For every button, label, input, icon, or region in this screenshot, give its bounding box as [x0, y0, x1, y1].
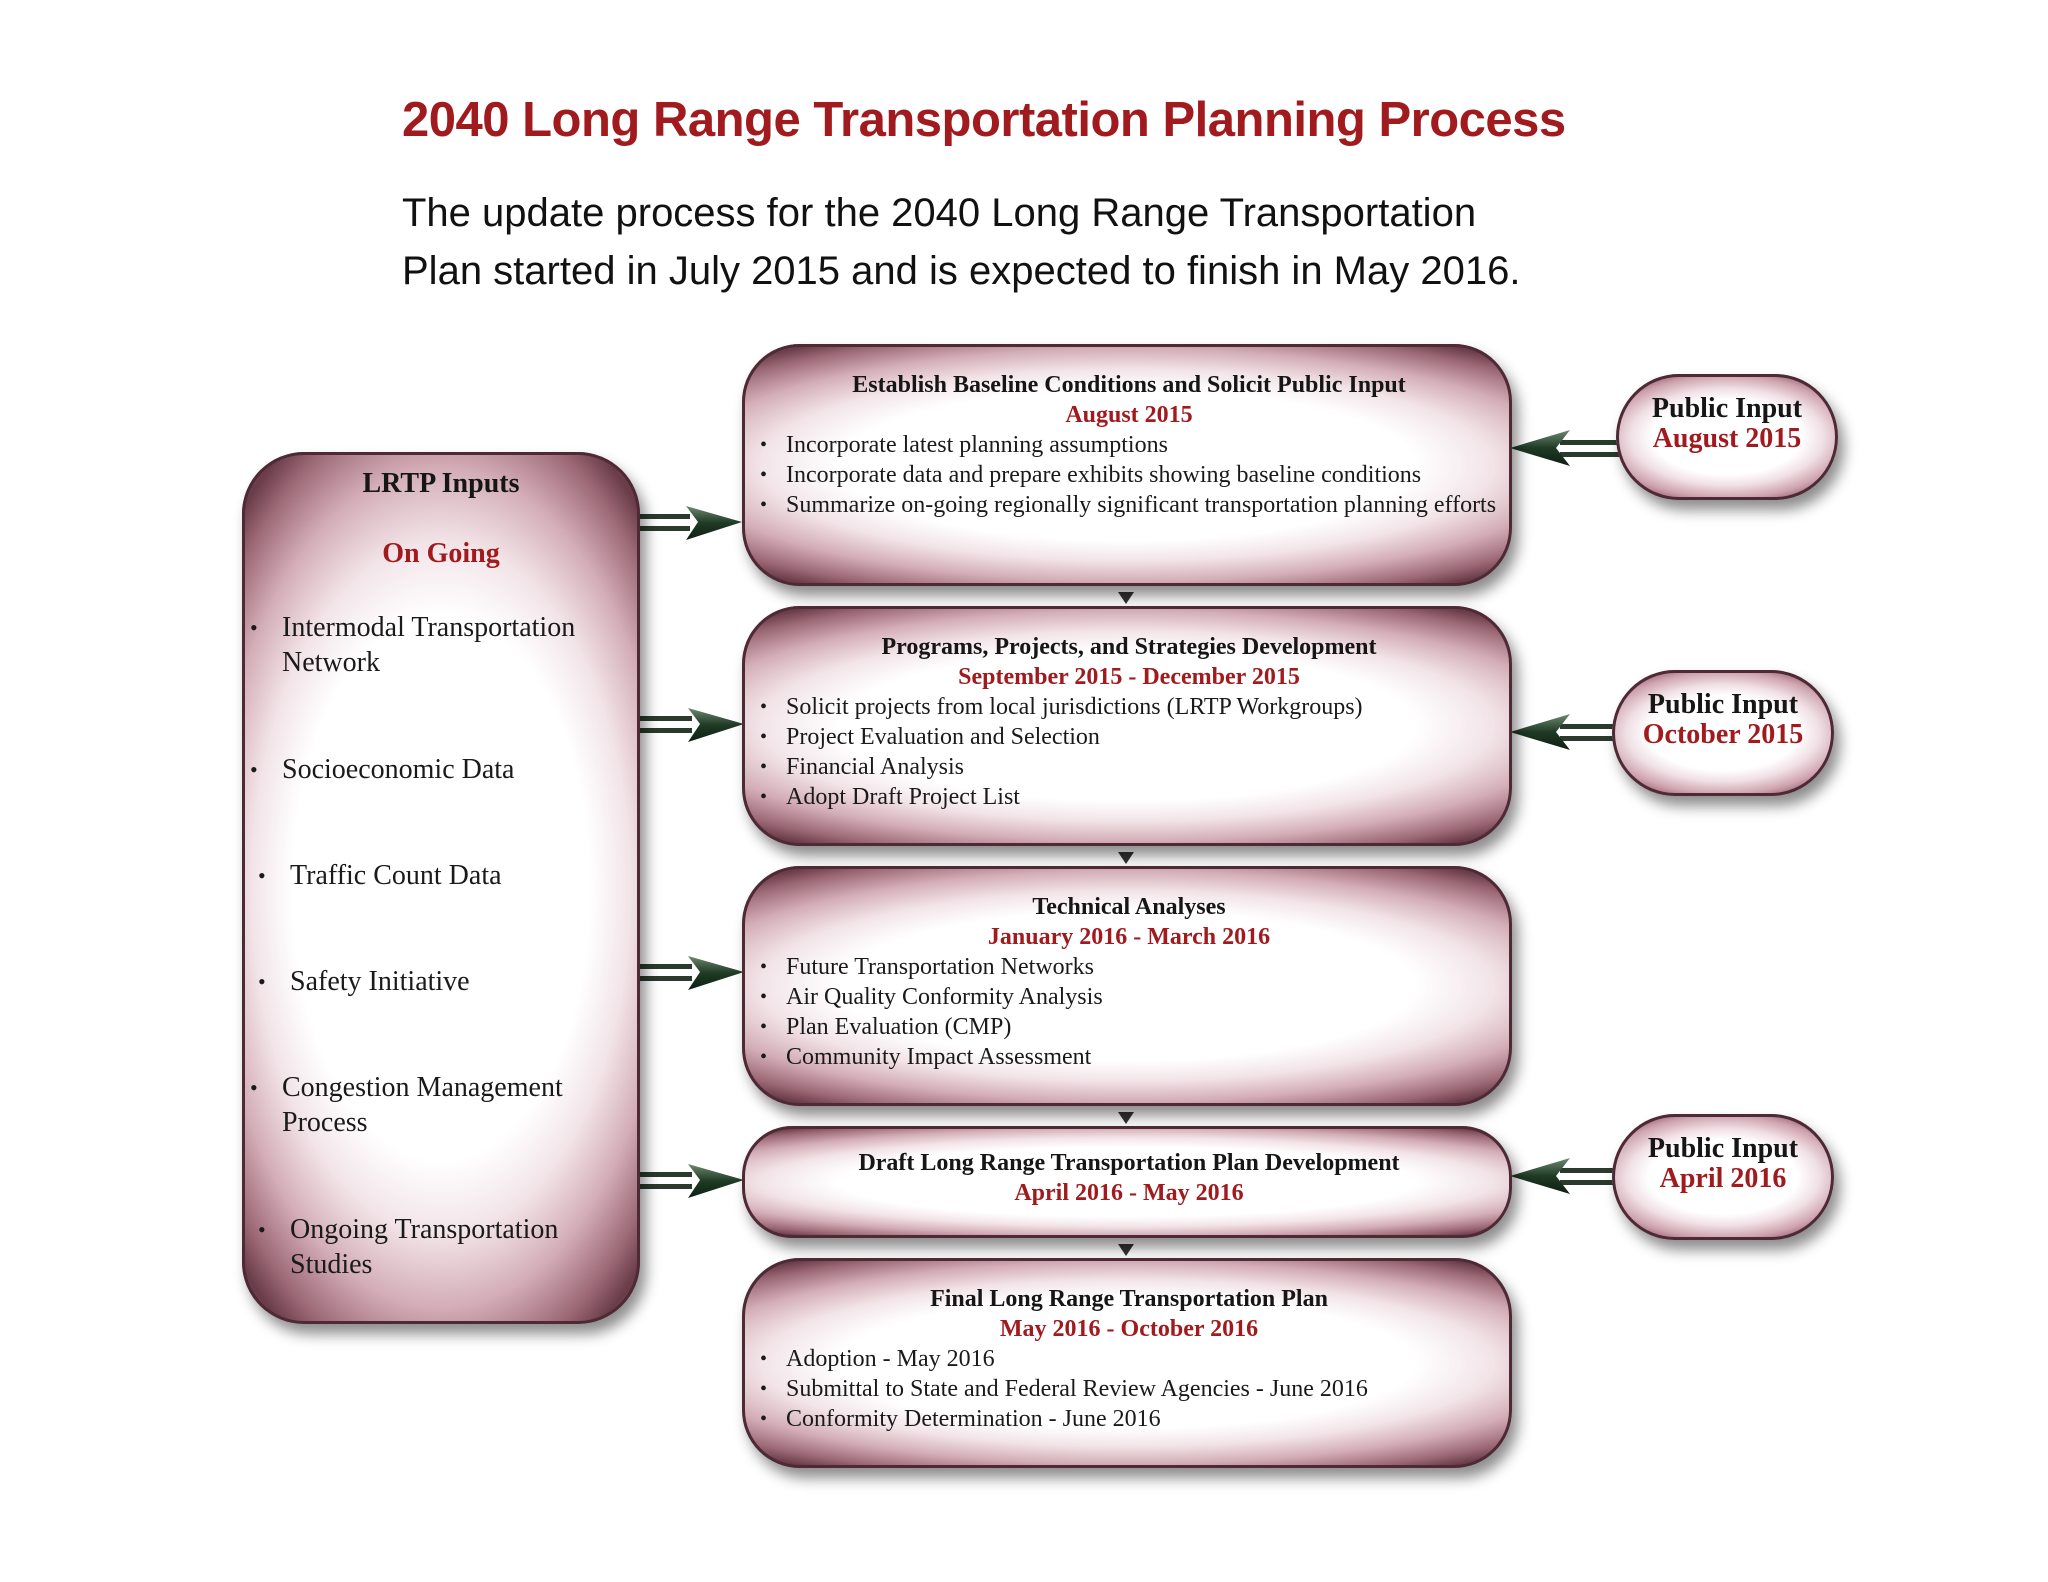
- step-bullets: [756, 430, 1502, 520]
- step-heading: Technical Analyses: [1032, 894, 1226, 920]
- page-title: 2040 Long Range Transportation Planning Process: [402, 93, 1566, 147]
- step-bullet: • Air Quality Conformity Analysis: [756, 982, 1502, 1012]
- lrtp-inputs-heading: LRTP Inputs: [362, 468, 520, 499]
- input-item: • Traffic Count Data: [290, 858, 630, 893]
- step-bullet: • Solicit projects from local jurisdictions (LRTP Workgroups): [756, 692, 1502, 722]
- arrow-inputs-to-step-1: [638, 506, 742, 540]
- public-input-date: April 2016: [1659, 1163, 1787, 1194]
- public-input-box-3: [1612, 1114, 1834, 1240]
- step-bullets: [756, 1344, 1502, 1434]
- step-bullet: • Financial Analysis: [756, 752, 1502, 782]
- arrow-public-input-3: [1510, 1158, 1620, 1194]
- down-arrow-1: [1118, 592, 1134, 604]
- step-bullet: • Submittal to State and Federal Review Agencies - June 2016: [756, 1374, 1502, 1404]
- step-date: August 2015: [1065, 402, 1193, 428]
- step-box-baseline: [742, 344, 1512, 586]
- step-bullet: • Summarize on-going regionally significant transportation planning efforts: [756, 490, 1502, 520]
- input-item: • Congestion Management Process: [282, 1070, 622, 1140]
- step-bullet: • Plan Evaluation (CMP): [756, 1012, 1502, 1042]
- step-box-draft: [742, 1126, 1512, 1238]
- public-input-label: Public Input: [1647, 689, 1799, 720]
- step-heading: Establish Baseline Conditions and Solicit Public Input: [852, 372, 1406, 398]
- step-heading: Programs, Projects, and Strategies Development: [881, 634, 1377, 660]
- step-box-technical: [742, 866, 1512, 1106]
- down-arrow-2: [1118, 852, 1134, 864]
- step-heading: Final Long Range Transportation Plan: [930, 1286, 1328, 1312]
- public-input-date: October 2015: [1642, 719, 1804, 750]
- step-bullet: • Conformity Determination - June 2016: [756, 1404, 1502, 1434]
- arrow-inputs-to-step-4: [640, 1164, 744, 1198]
- input-item: • Ongoing Transportation Studies: [290, 1212, 630, 1282]
- input-item: • Intermodal Transportation Network: [282, 610, 622, 680]
- step-bullet: • Future Transportation Networks: [756, 952, 1502, 982]
- step-date: May 2016 - October 2016: [999, 1316, 1259, 1342]
- step-bullet: • Incorporate latest planning assumptions: [756, 430, 1502, 460]
- public-input-label: Public Input: [1647, 1133, 1799, 1164]
- public-input-date: August 2015: [1652, 423, 1802, 454]
- subtitle-line-1: The update process for the 2040 Long Range Transportation: [402, 191, 1477, 235]
- step-bullets: [756, 952, 1502, 1072]
- step-bullet: • Project Evaluation and Selection: [756, 722, 1502, 752]
- lrtp-inputs-box: [242, 452, 640, 1324]
- step-bullet: • Adopt Draft Project List: [756, 782, 1502, 812]
- lrtp-inputs-status: On Going: [382, 538, 500, 569]
- step-bullets: [756, 692, 1502, 812]
- step-date: September 2015 - December 2015: [958, 664, 1300, 690]
- down-arrow-4: [1118, 1244, 1134, 1256]
- step-date: April 2016 - May 2016: [1014, 1180, 1244, 1206]
- public-input-label: Public Input: [1651, 393, 1803, 424]
- step-box-programs: [742, 606, 1512, 846]
- public-input-box-1: [1616, 374, 1838, 500]
- step-date: January 2016 - March 2016: [987, 924, 1271, 950]
- step-bullet: • Incorporate data and prepare exhibits showing baseline conditions: [756, 460, 1502, 490]
- input-item: • Socioeconomic Data: [282, 752, 622, 787]
- down-arrow-3: [1118, 1112, 1134, 1124]
- arrow-inputs-to-step-2: [640, 708, 744, 742]
- arrow-inputs-to-step-3: [640, 956, 744, 990]
- step-bullet: • Adoption - May 2016: [756, 1344, 1502, 1374]
- step-box-final: [742, 1258, 1512, 1468]
- step-bullet: • Community Impact Assessment: [756, 1042, 1502, 1072]
- public-input-box-2: [1612, 670, 1834, 796]
- subtitle-line-2: Plan started in July 2015 and is expected to finish in May 2016.: [402, 249, 1521, 293]
- input-item: • Safety Initiative: [290, 964, 630, 999]
- arrow-public-input-2: [1510, 714, 1620, 750]
- arrow-public-input-1: [1510, 430, 1620, 466]
- step-heading: Draft Long Range Transportation Plan Development: [858, 1150, 1400, 1176]
